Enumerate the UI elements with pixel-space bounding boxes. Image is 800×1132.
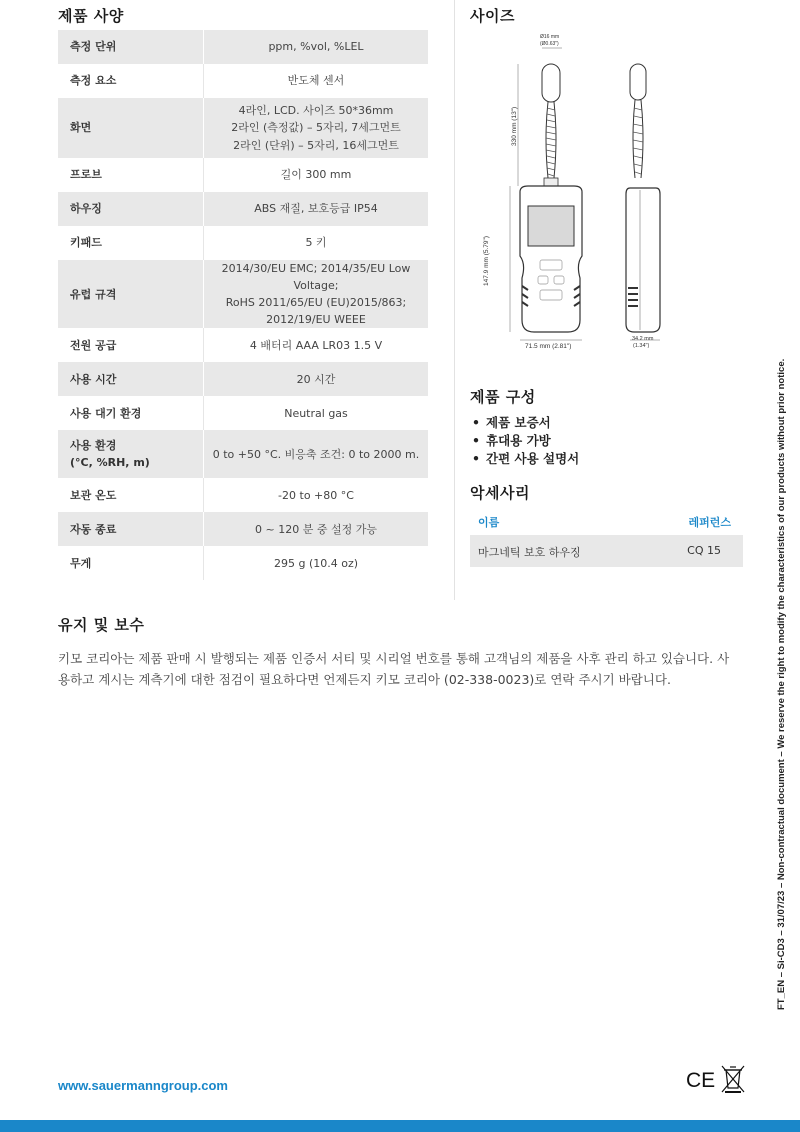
table-row [58,226,428,260]
spec-value: Neutral gas [204,396,429,430]
size-diagram [470,28,750,358]
accessory-ref: CQ 15 [687,544,721,557]
dim-probe-diameter-in: (Ø0.63") [540,41,559,47]
table-row [58,64,428,98]
dim-probe-diameter: Ø16 mm [540,34,560,40]
probe-base-front [544,178,558,186]
maintenance-title: 유지 및 보수 [58,616,145,634]
dim-width: 71.5 mm (2.81") [525,343,572,350]
spec-label: 측정 요소 [58,64,204,98]
dim-depth-in: (1.34") [633,343,650,349]
spec-label: 사용 환경 (°C, %RH, m) [58,430,204,478]
spec-label: 유럽 규격 [58,260,204,328]
spec-label: 무게 [58,546,204,580]
probe-neck-side [633,100,643,178]
spec-label: 자동 종료 [58,512,204,546]
table-row [58,328,428,362]
dim-body-height: 147.9 mm (5.79") [483,236,490,286]
weee-bin-icon [722,1066,744,1092]
size-title: 사이즈 [470,7,515,25]
spec-value: 0 to +50 °C. 비응축 조건: 0 to 2000 m. [204,430,429,478]
table-row [58,30,428,64]
spec-value: 5 키 [204,226,429,260]
website-link[interactable]: www.sauermanngroup.com [58,1078,228,1093]
table-row [470,535,743,567]
spec-label: 사용 시간 [58,362,204,396]
spec-value: 4라인, LCD. 사이즈 50*36mm 2라인 (측정값) – 5자리, 7세그먼트 2라인 (단위) – 5자리, 16세그먼트 [204,98,429,158]
accessories-title: 악세사리 [470,484,530,502]
table-row [58,546,428,580]
spec-value: 4 배터리 AAA LR03 1.5 V [204,328,429,362]
spec-value: 0 ~ 120 분 중 설정 가능 [204,512,429,546]
table-row [58,362,428,396]
spec-label: 화면 [58,98,204,158]
composition-title: 제품 구성 [470,388,536,406]
spec-label: 측정 단위 [58,30,204,64]
spec-label: 전원 공급 [58,328,204,362]
probe-tip-front [542,64,560,102]
spec-label: 하우징 [58,192,204,226]
spec-value: 2014/30/EU EMC; 2014/35/EU Low Voltage; RoHS 2011/65/EU (EU)2015/863; 2012/19/EU WEEE [204,260,429,328]
composition-list [472,414,579,468]
list-item: • 휴대용 가방 [472,432,579,450]
probe-neck-front [546,102,556,178]
spec-label: 프로브 [58,158,204,192]
dim-probe-length: 330 mm (13") [511,106,518,146]
spec-label: 보관 온도 [58,478,204,512]
spec-value: 반도체 센서 [204,64,429,98]
table-row [58,158,428,192]
table-row [58,478,428,512]
spec-table [58,30,428,580]
spec-value: ppm, %vol, %LEL [204,30,429,64]
table-row [58,512,428,546]
table-row [58,430,428,478]
accessories-col-name: 이름 [478,516,500,529]
device-screen [528,206,574,246]
spec-label: 사용 대기 환경 [58,396,204,430]
list-item: • 간편 사용 설명서 [472,450,579,468]
spec-title: 제품 사양 [58,7,124,25]
accessories-col-ref: 레퍼런스 [688,516,731,529]
table-row [58,192,428,226]
spec-label: 키패드 [58,226,204,260]
table-row [58,98,428,158]
certification-marks [686,1062,746,1094]
maintenance-text: 키모 코리아는 제품 판매 시 발행되는 제품 인증서 서티 및 시리얼 번호를 통해 고객님의 제품을 사후 관리 하고 있습니다. 사용하고 계시는 계측기에 대한 점검이 필요하다면 언제든지 키모 코리아 (02-338-0023)로 연락 주시기 바랍니다. [58,651,730,687]
footer-bar [0,1120,800,1132]
device-body-side [626,188,660,332]
list-item: • 제품 보증서 [472,414,579,432]
table-row [58,396,428,430]
ce-mark-icon: CE [686,1069,716,1092]
accessories-header [470,511,743,533]
dim-depth: 34.2 mm [632,336,654,342]
side-legal-note: FT_EN – Si-CD3 – 31/07/23 – Non-contractual document – We reserve the right to modify the characteristics of our products without prior notice. [776,358,787,1010]
column-divider [454,0,455,600]
spec-value: -20 to +80 °C [204,478,429,512]
spec-value: ABS 재질, 보호등급 IP54 [204,192,429,226]
accessory-name: 마그네틱 보호 하우징 [478,546,581,559]
probe-tip-side [630,64,646,100]
spec-value: 20 시간 [204,362,429,396]
spec-value: 295 g (10.4 oz) [204,546,429,580]
spec-value: 길이 300 mm [204,158,429,192]
table-row [58,260,428,328]
